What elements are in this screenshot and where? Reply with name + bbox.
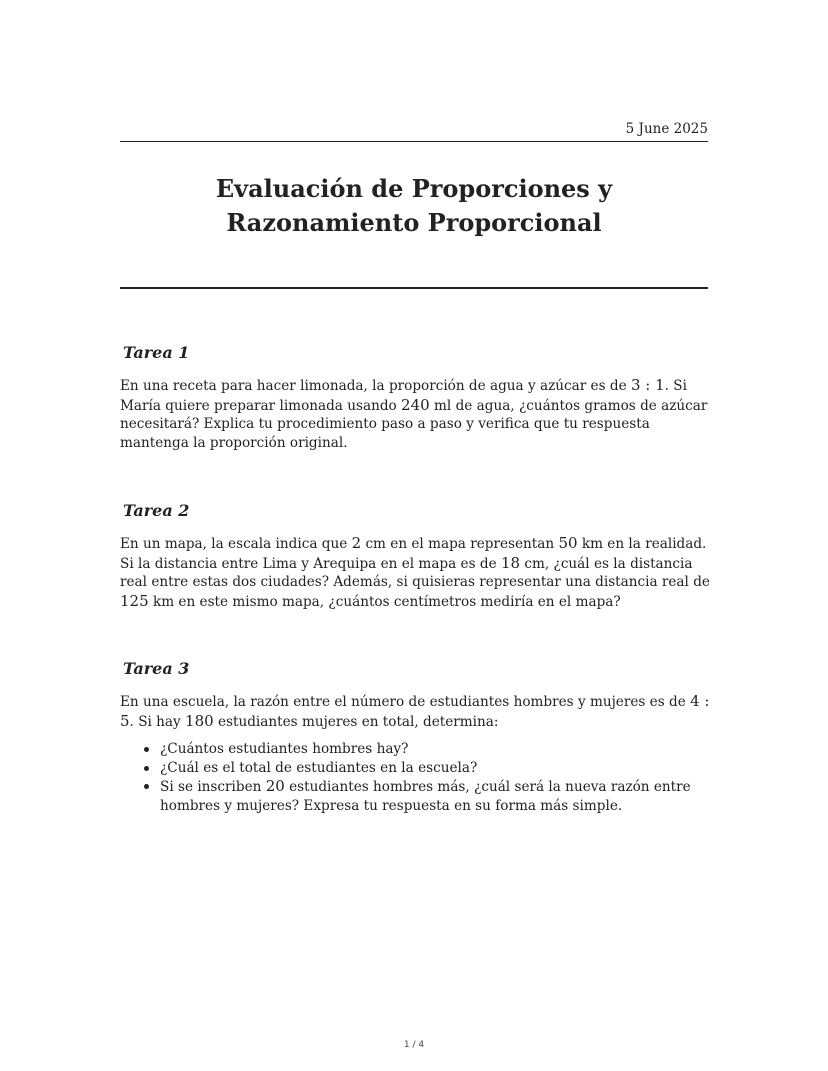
list-item-text: estudiantes hombres más, ¿cuál será la nueva razón entre hombres y mujeres? Expresa tu respuesta en su forma más simple.	[160, 779, 691, 814]
bullet-icon	[144, 747, 149, 752]
title-rule	[120, 287, 708, 289]
list-item-text: ¿Cuál es el total de estudiantes en la escuela?	[160, 759, 478, 776]
task-2-text	[120, 534, 710, 611]
task-3-new-men-count: 20	[265, 777, 285, 795]
task-2-heading: Tarea 2	[123, 501, 190, 520]
document-title: Evaluación de Proporciones y Razonamiento Proporcional	[215, 174, 613, 237]
task-2-text-part: km en la realidad. Si la distancia entre Lima y Arequipa en el mapa es de	[120, 536, 707, 572]
task-1-water-amount: 240	[401, 395, 430, 414]
task-2-text-part: cm en el mapa representan	[361, 536, 559, 552]
task-1-text-part: En una receta para hacer limonada, la proporción de agua y azúcar es de	[120, 378, 631, 394]
task-3-women-count: 180	[185, 711, 214, 730]
task-2-section	[120, 500, 710, 611]
task-3-heading: Tarea 3	[123, 659, 190, 678]
list-item-text: Si se inscriben	[160, 779, 266, 795]
task-3-text	[120, 692, 710, 731]
list-item	[160, 777, 710, 815]
task-1-text-part: ml de agua, ¿cuántos gramos de azúcar necesitará? Explica tu procedimiento paso a paso y verifica que tu respuesta mantenga la proporción original.	[120, 397, 708, 451]
task-2-real-km: 50	[558, 534, 578, 552]
task-3-text-part: estudiantes mujeres en total, determina:	[213, 713, 499, 730]
task-1-ratio: 3 : 1	[630, 376, 665, 394]
task-1-text-part: . Si María quiere preparar limonada usando	[120, 378, 687, 414]
header-rule	[120, 141, 708, 142]
task-3-text-part: . Si hay	[129, 713, 186, 730]
task-2-text-part: km en este mismo mapa, ¿cuántos centímetros mediría en el mapa?	[148, 593, 621, 610]
task-2-distance-cm: 18	[500, 553, 521, 572]
task-3-question-list	[120, 740, 710, 815]
task-1-heading: Tarea 1	[123, 343, 190, 362]
list-item	[160, 740, 710, 759]
task-3-section	[120, 658, 710, 815]
bullet-icon	[144, 784, 149, 789]
task-2-distance-km: 125	[120, 591, 149, 610]
page-number: 1 / 4	[403, 1040, 425, 1050]
list-item	[160, 759, 710, 778]
task-2-text-part: cm, ¿cuál es la distancia real entre estas dos ciudades? Además, si quisieras representar una distancia real de	[120, 555, 710, 590]
task-3-text-part: En una escuela, la razón entre el número de estudiantes hombres y mujeres es de	[120, 694, 691, 710]
task-2-map-cm: 2	[351, 534, 362, 552]
header-date: 5 June 2025	[625, 121, 708, 137]
list-item-text: ¿Cuántos estudiantes hombres hay?	[160, 741, 409, 757]
task-1-text	[120, 376, 710, 452]
bullet-icon	[144, 766, 149, 771]
task-2-text-part: En un mapa, la escala indica que	[120, 536, 352, 552]
task-3-ratio: 4 : 5	[120, 692, 710, 730]
task-1-section	[120, 342, 710, 452]
